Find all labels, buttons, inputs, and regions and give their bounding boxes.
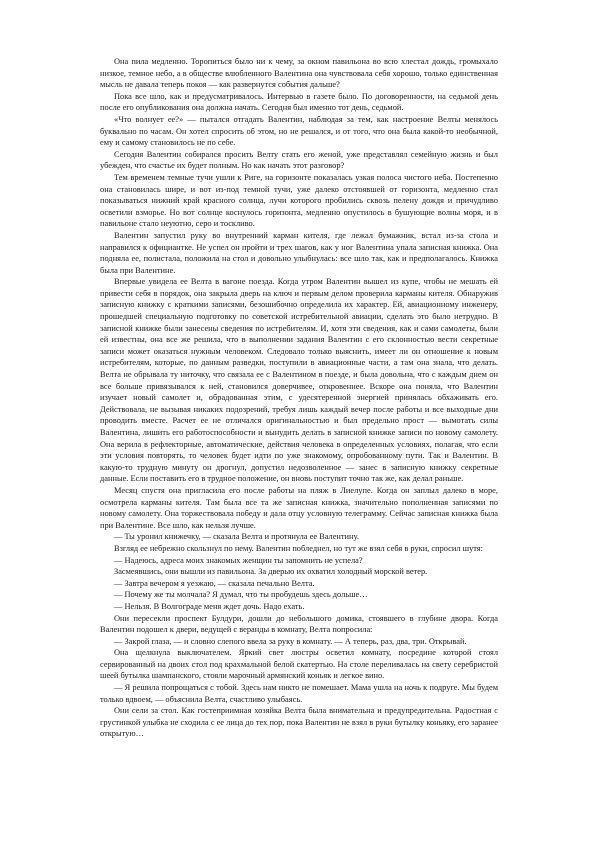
paragraph: Засмеявшись, они вышли из павильона. За дверью их охватил холодный морской ветер.	[114, 567, 428, 577]
paragraph: Взгляд ее небрежно скользнул по нему. Валентин побледнел, но тут же взял себя в руки, спросил шутя:	[114, 543, 483, 553]
paragraph: Она пила медленно. Торопиться было ни к чему, за окном павильона во всю хлестал дождь, громыхало низкое, темное небо, а в обществе влюбленного Валентина она чувствовала себя хорошо, только единственная мысль не давала теперь покоя — как развернутся события дальше?	[100, 57, 498, 90]
paragraph: Месяц спустя она пригласила его после работы на пляж в Лиелупе. Когда он заплыл далеко в море, осмотрела карманы кителя. Там была все та же записная книжка, значительно пополненная записями по новому самолету. Она торжествовала победу и дала отцу условную телеграмму. Сейчас записная книжка была при Валентине. Все шло, как нельзя лучше.	[100, 485, 498, 530]
paragraph: — Завтра вечером я уезжаю, — сказала печально Велта.	[114, 578, 315, 588]
body-text	[100, 56, 498, 740]
paragraph: Она щелкнула выключателем. Яркий свет люстры осветил комнату, посредине которой стоял сервированный на двоих стол под крахмальной белой скатертью. На столе переливалась на свету серебристой шеей бутылка шампанского, стояли марочный армянский коньяк и легкое вино.	[100, 648, 498, 681]
paragraph: Тем временем темные тучи ушли к Риге, на горизонте показалась узкая полоса чистого неба. Постепенно она становилась шире, и вот из-под темной тучи, уже далеко отстоявшей от горизонта, медленно стал показываться нижний край красного солнца, лучи которого пробились сквозь пелену дождя и причудливо осветили взморье. Но вот солнце коснулось горизонта, медленно опустилось в бушующие волны моря, и в павильоне стало неуютно, серо и тоскливо.	[100, 172, 498, 229]
paragraph: — Надеюсь, адреса моих знакомых женщин ты запомнить не успела?	[114, 555, 363, 565]
paragraph: — Закрой глаза, — и словно слепого ввела за руку в комнату. — А теперь, раз, два, три. Открывай.	[114, 636, 467, 646]
paragraph: Сегодня Валентин собирался просить Велту стать его женой, уже представлял семейную жизнь и был убежден, что счастье их будет полным. Но как начать этот разговор?	[100, 149, 498, 171]
paragraph: «Что волнует ее?» — пытался отгадать Валентин, наблюдая за тем, как настроение Велты менялось буквально по часам. Он хотел спросить об этом, но не решался, и от того, что она была какой-то необычной, ему и самому становилось не по себе.	[100, 114, 498, 148]
paragraph: Они пересекли проспект Булдури, дошли до небольшого домика, стоявшего в глубине двора. Когда Валентин подошел к двери, ведущей с веранды в комнату, Велта попросила:	[100, 613, 498, 635]
paragraph: Валентин запустил руку во внутренний карман кителя, где лежал бумажник, встал из-за стола и направился к официантке. Не успел он пройти и трех шагов, как у ног Валентина упала записная книжка. Она подняла ее, полистала, положила на стол и довольно улыбнулась: все шло так, как и предполагалось. Книжка была при Валентине.	[100, 230, 498, 275]
paragraph: — Нельзя. В Волгограде меня ждет дочь. Надо ехать.	[114, 601, 305, 611]
paragraph: — Я решила попрощаться с тобой. Здесь нам никто не помешает. Мама ушла на ночь к подруге. Мы будем только вдвоем, — объяснила Велта, счастливо улыбаясь.	[100, 683, 498, 704]
paragraph: — Ты уронил книжечку, — сказала Велта и протянула ее Валентину.	[114, 532, 359, 542]
paragraph: Они сели за стол. Как гостеприимная хозяйка Велта была внимательна и предупредительна. Радостная с грустинкой улыбка не сходила с ее лица до тех пор, пока Валентин не взял в руки бутылку коньяку, его заранее открытую…	[100, 706, 498, 739]
paragraph: Пока все шло, как и предусматривалось. Интервью в газете было. По договоренности, на седьмой день после его опубликования она должна начать. Сегодня был именно тот день, седьмой.	[100, 91, 498, 113]
paragraph: — Почему же ты молчала? Я думал, что ты пробудешь здесь дольше…	[114, 590, 368, 600]
paragraph: Впервые увидела ее Велта в вагоне поезда. Когда утром Валентин вышел из купе, чтобы не мешать ей привести себя в порядок, она закрыла дверь на ключ и первым делом проверила карманы кителя. Обнаружив записную книжку с краткими записями, безошибочно определила их характер. Ей, авиационному инженеру, прошедшей специальную подготовку по советской истребительной авиации, сделать это было нетрудно. В записной книжке были занесены сведения по истребителям. И, хотя эти сведения, как и сами самолеты, были ей известны, она все же решила, что в выполнении задания Валентин с его склонностью вести секретные записи может оказаться нужным человеком. Следовало только выяснить, имеет ли он отношение к новым истребителям, которые, по данным разведки, поступили в авиационные части, а там она знала, что делать. Велта не обрывала ту ниточку, что связала ее с Валентином в поезде, и была довольна, что с каждым днем он все больше привязывался к ней, становился доверчивее, откровеннее. Вскоре она поняла, что Валентин изучает новый самолет и, обрадованная этим, с удесятеренной энергией принялась обхаживать его. Действовала, не вызывая никаких подозрений, требуя лишь каждый вечер после работы и все выходные дни проводить вместе. Расчет ее не отличался оригинальностью и был предельно прост — вымотать силы Валентина, лишить его работоспособности и вынудить делать в записной книжке записи по новому самолету. Она верила в рефлекторные, автоматические, действия человека в определенных условиях, полагая, что если эти условия повторять, то человек будет идти по уже знакомому, опробованному пути. Так и Валентин. В какую-то трудную минуту он дрогнул, допустил недозволенное — занес в записную книжку секретные данные. Если поставить его в трудное положение, он вновь поступит точно так же, как делал раньше.	[100, 277, 498, 484]
